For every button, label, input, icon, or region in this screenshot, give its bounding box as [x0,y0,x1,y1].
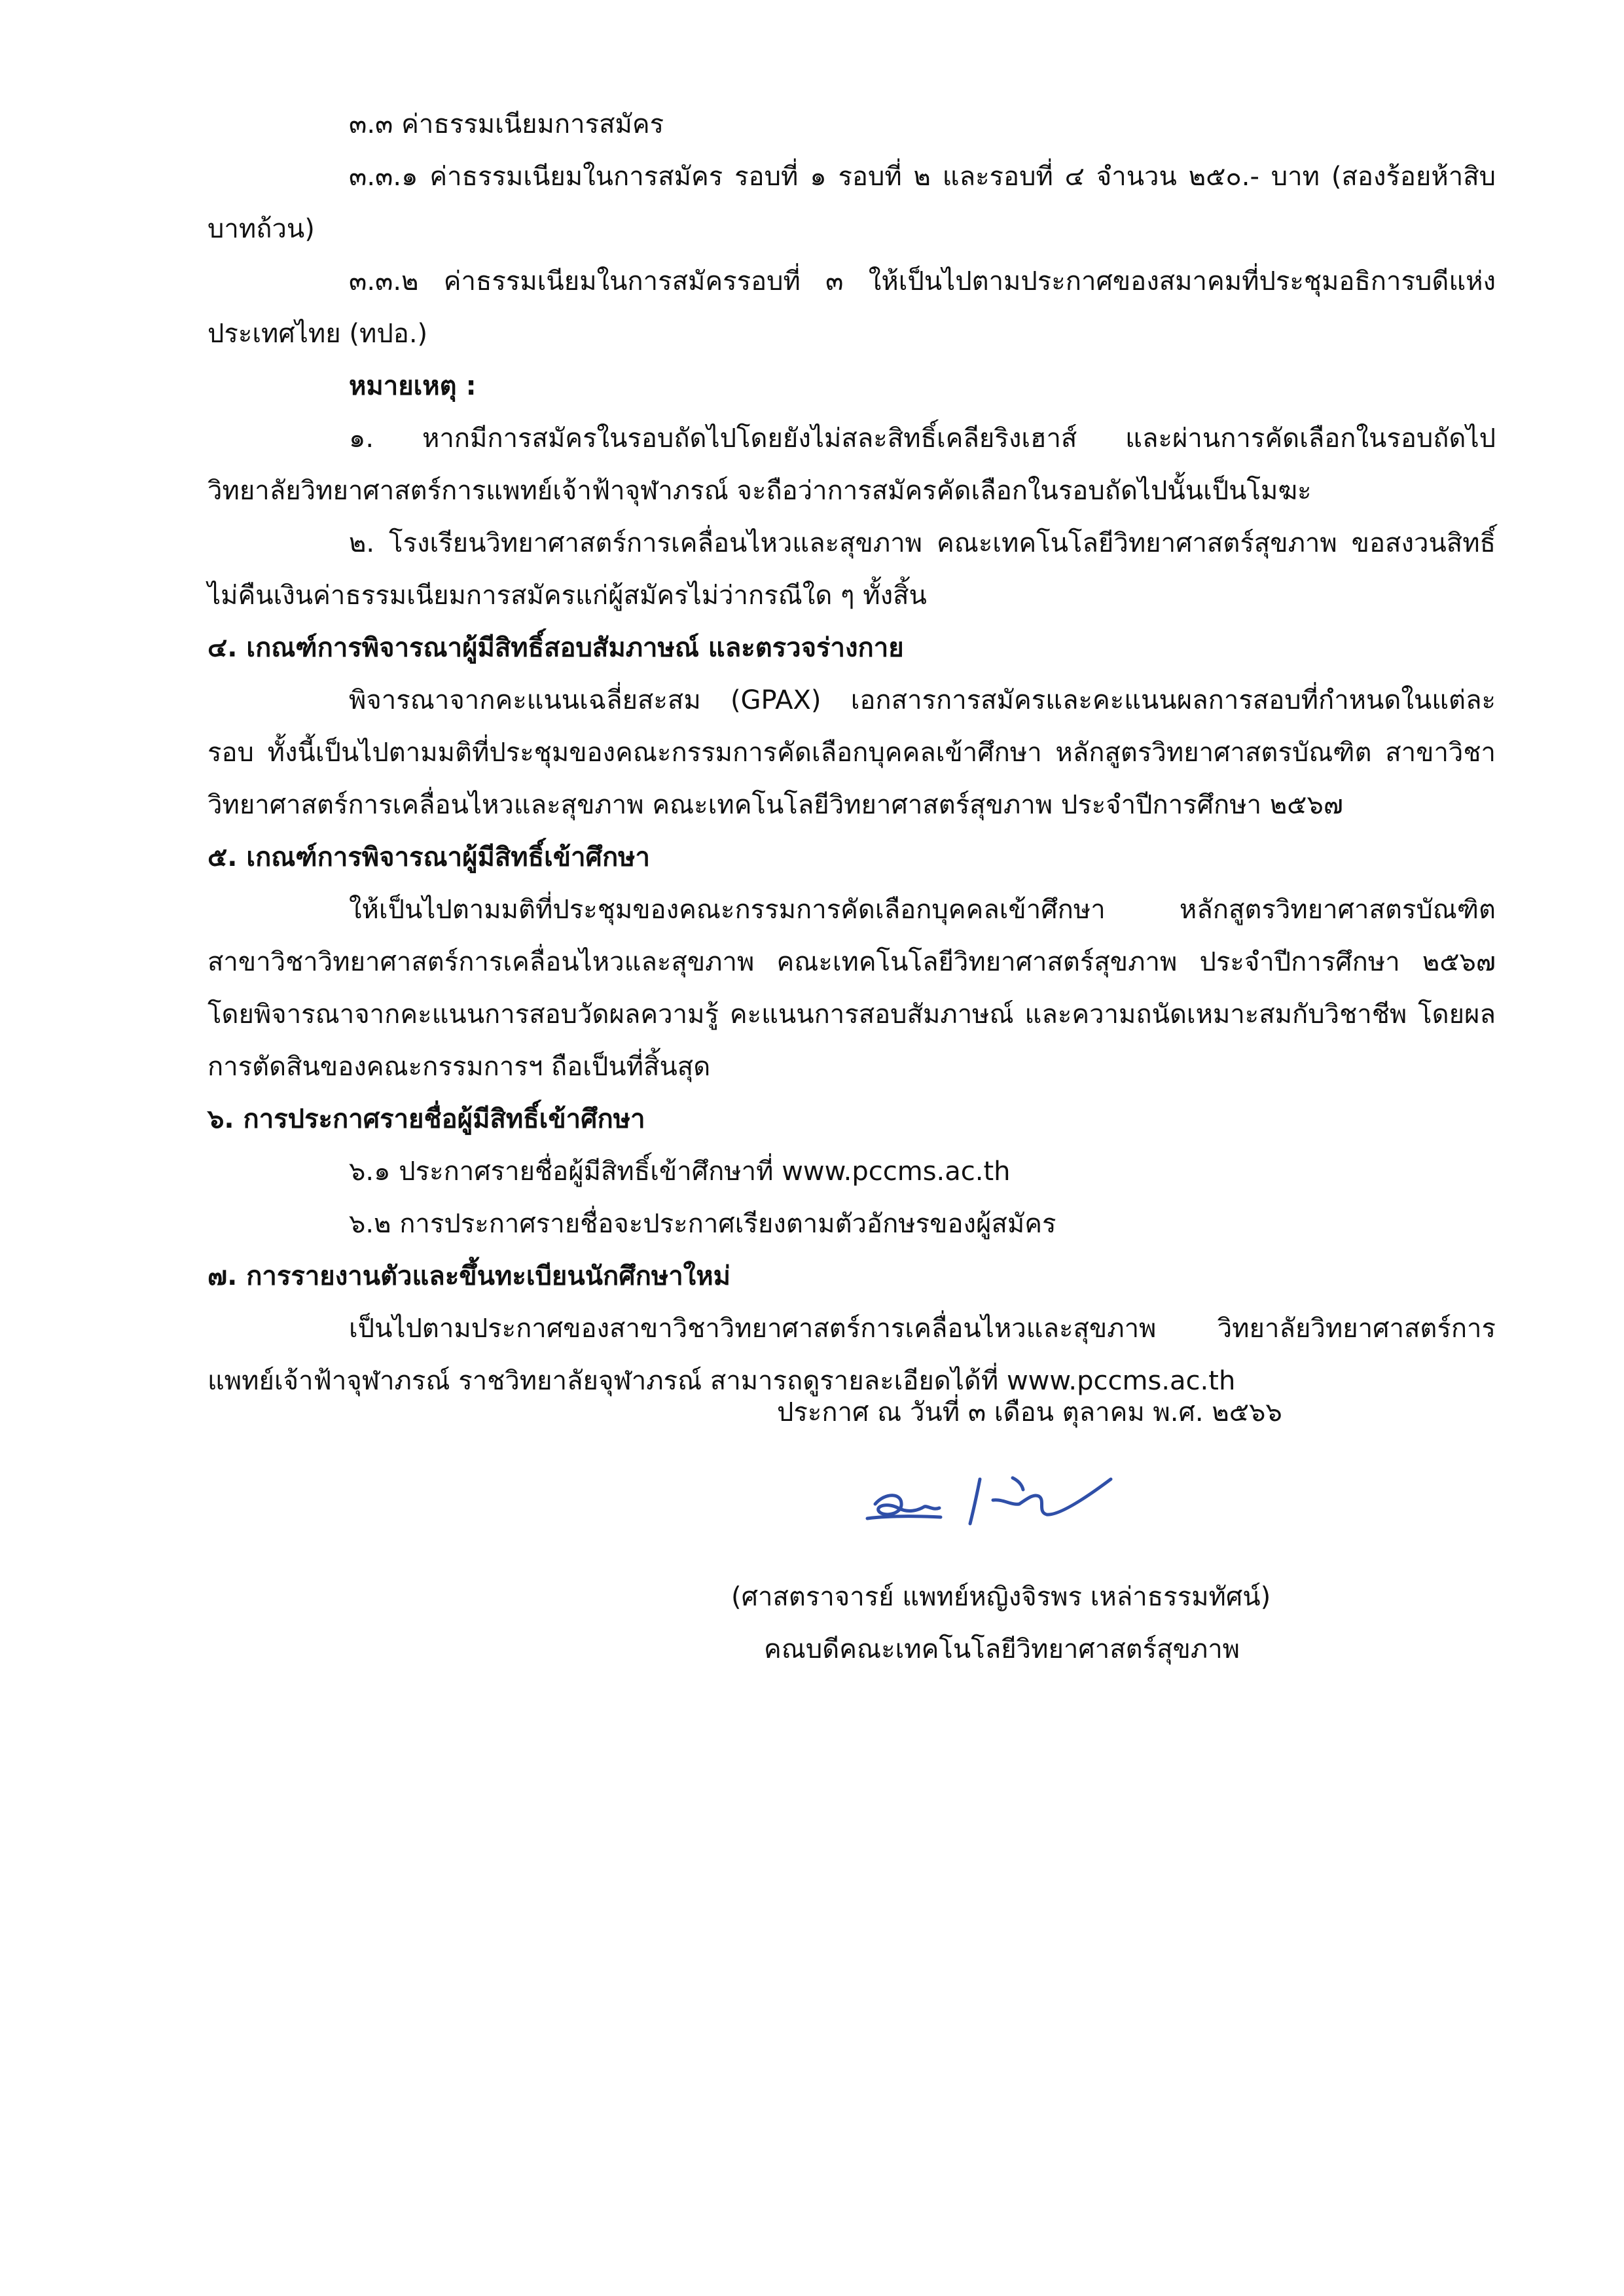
section-7-body: เป็นไปตามประกาศของสาขาวิชาวิทยาศาสตร์การเคลื่อนไหวและสุขภาพ วิทยาลัยวิทยาศาสตร์การแพทย์เจ้าฟ้าจุฬาภรณ์ ราชวิทยาลัยจุฬาภรณ์ สามารถดูรายละเอียดได้ที่ www.pccms.ac.th [208,1314,1496,1396]
section-3-3-2-paragraph: ๓.๓.๒ ค่าธรรมเนียมในการสมัครรอบที่ ๓ ให้เป็นไปตามประกาศของสมาคมที่ประชุมอธิการบดีแห่งประเทศไทย (ทปอ.) [208,266,1496,349]
handwritten-signature [862,1453,1209,1538]
note-2-paragraph: ๒. โรงเรียนวิทยาศาสตร์การเคลื่อนไหวและสุขภาพ คณะเทคโนโลยีวิทยาศาสตร์สุขภาพ ขอสงวนสิทธิ์ไม่คืนเงินค่าธรรมเนียมการสมัครแก่ผู้สมัครไม่ว่ากรณีใด ๆ ทั้งสิ้น [208,528,1496,611]
note-1-paragraph: ๑. หากมีการสมัครในรอบถัดไปโดยยังไม่สละสิทธิ์เคลียริงเฮาส์ และผ่านการคัดเลือกในรอบถัดไปวิทยาลัยวิทยาศาสตร์การแพทย์เจ้าฟ้าจุฬาภรณ์ จะถือว่าการสมัครคัดเลือกในรอบถัดไปนั้นเป็นโมฆะ [208,423,1496,506]
signer-title: คณบดีคณะเทคโนโลยีวิทยาศาสตร์สุขภาพ [764,1634,1240,1664]
section-6-heading: ๖. การประกาศรายชื่อผู้มีสิทธิ์เข้าศึกษา [208,1104,645,1134]
section-4-heading: ๔. เกณฑ์การพิจารณาผู้มีสิทธิ์สอบสัมภาษณ์ และตรวจร่างกาย [208,633,904,663]
signature-strokes [867,1478,1111,1524]
signer-name: (ศาสตราจารย์ แพทย์หญิงจิรพร เหล่าธรรมทัศน์) [731,1582,1271,1612]
section-3-3-1-paragraph: ๓.๓.๑ ค่าธรรมเนียมในการสมัคร รอบที่ ๑ รอบที่ ๒ และรอบที่ ๔ จำนวน ๒๕๐.- บาท (สองร้อยห้าสิบบาทถ้วน) [208,162,1496,244]
announcement-date: ประกาศ ณ วันที่ ๓ เดือน ตุลาคม พ.ศ. ๒๕๖๖ [777,1397,1282,1427]
section-6-2-item: ๖.๒ การประกาศรายชื่อจะประกาศเรียงตามตัวอักษรของผู้สมัคร [349,1209,1056,1239]
document-page [208,98,1496,1664]
note-label: หมายเหตุ : [349,371,477,401]
section-4-body: พิจารณาจากคะแนนเฉลี่ยสะสม (GPAX) เอกสารการสมัครและคะแนนผลการสอบที่กำหนดในแต่ละรอบ ทั้งนี้เป็นไปตามมติที่ประชุมของคณะกรรมการคัดเลือกบุคคลเข้าศึกษา หลักสูตรวิทยาศาสตรบัณฑิต สาขาวิชาวิทยาศาสตร์การเคลื่อนไหวและสุขภาพ คณะเทคโนโลยีวิทยาศาสตร์สุขภาพ ประจำปีการศึกษา ๒๕๖๗ [208,685,1496,820]
section-3-3-heading: ๓.๓ ค่าธรรมเนียมการสมัคร [349,109,664,139]
section-7-heading: ๗. การรายงานตัวและขึ้นทะเบียนนักศึกษาใหม่ [208,1261,731,1291]
section-5-heading: ๕. เกณฑ์การพิจารณาผู้มีสิทธิ์เข้าศึกษา [208,842,650,872]
section-6-1-item: ๖.๑ ประกาศรายชื่อผู้มีสิทธิ์เข้าศึกษาที่ www.pccms.ac.th [349,1157,1011,1187]
section-5-body: ให้เป็นไปตามมติที่ประชุมของคณะกรรมการคัดเลือกบุคคลเข้าศึกษา หลักสูตรวิทยาศาสตรบัณฑิต สาขาวิชาวิทยาศาสตร์การเคลื่อนไหวและสุขภาพ คณะเทคโนโลยีวิทยาศาสตร์สุขภาพ ประจำปีการศึกษา ๒๕๖๗ โดยพิจารณาจากคะแนนการสอบวัดผลความรู้ คะแนนการสอบสัมภาษณ์ และความถนัดเหมาะสมกับวิชาชีพ โดยผลการตัดสินของคณะกรรมการฯ ถือเป็นที่สิ้นสุด [208,895,1496,1082]
